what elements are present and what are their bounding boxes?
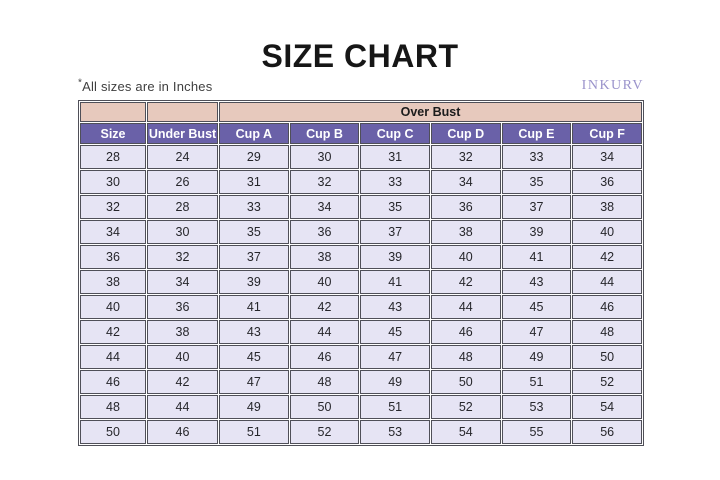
table-cell: 34 bbox=[431, 170, 501, 194]
table-cell: 40 bbox=[290, 270, 360, 294]
table-row bbox=[80, 295, 642, 319]
table-row bbox=[80, 195, 642, 219]
table-cell: 42 bbox=[290, 295, 360, 319]
table-row bbox=[80, 220, 642, 244]
table-cell: 52 bbox=[431, 395, 501, 419]
table-cell: 46 bbox=[147, 420, 218, 444]
table-cell: 36 bbox=[290, 220, 360, 244]
table-cell: 38 bbox=[80, 270, 146, 294]
table-cell: 37 bbox=[360, 220, 430, 244]
table-cell: 48 bbox=[572, 320, 642, 344]
table-cell: 51 bbox=[219, 420, 289, 444]
table-cell: 38 bbox=[147, 320, 218, 344]
table-cell: 41 bbox=[360, 270, 430, 294]
table-cell: 31 bbox=[219, 170, 289, 194]
table-cell: 28 bbox=[147, 195, 218, 219]
table-cell: 39 bbox=[219, 270, 289, 294]
column-header-under-bust: Under Bust bbox=[147, 123, 218, 144]
table-cell: 40 bbox=[431, 245, 501, 269]
table-cell: 49 bbox=[360, 370, 430, 394]
table-cell: 48 bbox=[431, 345, 501, 369]
table-cell: 34 bbox=[80, 220, 146, 244]
table-cell: 36 bbox=[431, 195, 501, 219]
table-cell: 30 bbox=[290, 145, 360, 169]
table-cell: 40 bbox=[147, 345, 218, 369]
table-cell: 45 bbox=[219, 345, 289, 369]
table-cell: 44 bbox=[290, 320, 360, 344]
table-cell: 43 bbox=[502, 270, 572, 294]
table-cell: 32 bbox=[290, 170, 360, 194]
table-cell: 51 bbox=[360, 395, 430, 419]
table-cell: 42 bbox=[147, 370, 218, 394]
table-cell: 43 bbox=[360, 295, 430, 319]
table-cell: 38 bbox=[431, 220, 501, 244]
over-bust-group-header: Over Bust bbox=[219, 102, 642, 122]
table-cell: 24 bbox=[147, 145, 218, 169]
table-cell: 54 bbox=[431, 420, 501, 444]
table-cell: 36 bbox=[80, 245, 146, 269]
table-cell: 44 bbox=[431, 295, 501, 319]
table-cell: 34 bbox=[290, 195, 360, 219]
table-cell: 47 bbox=[219, 370, 289, 394]
column-header-cup-f: Cup F bbox=[572, 123, 642, 144]
table-cell: 39 bbox=[360, 245, 430, 269]
table-cell: 37 bbox=[502, 195, 572, 219]
table-header bbox=[80, 102, 642, 144]
footnote-text: All sizes are in Inches bbox=[82, 79, 213, 94]
brand-logo: INKURV bbox=[581, 78, 644, 93]
table-cell: 46 bbox=[572, 295, 642, 319]
column-header-cup-e: Cup E bbox=[502, 123, 572, 144]
table-cell: 51 bbox=[502, 370, 572, 394]
table-cell: 44 bbox=[80, 345, 146, 369]
column-header-cup-c: Cup C bbox=[360, 123, 430, 144]
table-row bbox=[80, 170, 642, 194]
table-cell: 46 bbox=[431, 320, 501, 344]
table-cell: 53 bbox=[502, 395, 572, 419]
over-bust-row bbox=[80, 102, 642, 122]
column-header-row bbox=[80, 123, 642, 144]
table-row bbox=[80, 145, 642, 169]
table-cell: 28 bbox=[80, 145, 146, 169]
size-chart-table bbox=[78, 100, 644, 446]
table-cell: 46 bbox=[290, 345, 360, 369]
table-cell: 31 bbox=[360, 145, 430, 169]
table-cell: 42 bbox=[80, 320, 146, 344]
column-header-cup-d: Cup D bbox=[431, 123, 501, 144]
table-row bbox=[80, 320, 642, 344]
table-row bbox=[80, 420, 642, 444]
table-cell: 49 bbox=[502, 345, 572, 369]
table-cell: 30 bbox=[147, 220, 218, 244]
table-cell: 48 bbox=[80, 395, 146, 419]
over-bust-spacer-size bbox=[80, 102, 146, 122]
table-cell: 46 bbox=[80, 370, 146, 394]
table-cell: 50 bbox=[431, 370, 501, 394]
table-cell: 47 bbox=[502, 320, 572, 344]
table-row bbox=[80, 270, 642, 294]
table-cell: 40 bbox=[80, 295, 146, 319]
table-cell: 52 bbox=[290, 420, 360, 444]
over-bust-spacer-underbust bbox=[147, 102, 218, 122]
table-cell: 35 bbox=[219, 220, 289, 244]
table-cell: 43 bbox=[219, 320, 289, 344]
table-cell: 47 bbox=[360, 345, 430, 369]
table-cell: 39 bbox=[502, 220, 572, 244]
units-footnote bbox=[78, 79, 212, 94]
table-cell: 41 bbox=[219, 295, 289, 319]
column-header-cup-a: Cup A bbox=[219, 123, 289, 144]
footnote-asterisk: * bbox=[78, 77, 83, 89]
table-cell: 48 bbox=[290, 370, 360, 394]
meta-row bbox=[78, 78, 644, 94]
table-cell: 29 bbox=[219, 145, 289, 169]
table-cell: 34 bbox=[572, 145, 642, 169]
table-cell: 50 bbox=[572, 345, 642, 369]
table-cell: 32 bbox=[431, 145, 501, 169]
table-cell: 32 bbox=[147, 245, 218, 269]
table-cell: 35 bbox=[502, 170, 572, 194]
table-cell: 32 bbox=[80, 195, 146, 219]
table-cell: 52 bbox=[572, 370, 642, 394]
table-cell: 34 bbox=[147, 270, 218, 294]
table-cell: 49 bbox=[219, 395, 289, 419]
table-cell: 45 bbox=[360, 320, 430, 344]
table-cell: 30 bbox=[80, 170, 146, 194]
table-cell: 37 bbox=[219, 245, 289, 269]
table-row bbox=[80, 395, 642, 419]
table-cell: 53 bbox=[360, 420, 430, 444]
table-cell: 35 bbox=[360, 195, 430, 219]
table-cell: 36 bbox=[572, 170, 642, 194]
column-header-size: Size bbox=[80, 123, 146, 144]
size-table-body bbox=[80, 145, 642, 444]
table-cell: 33 bbox=[502, 145, 572, 169]
table-cell: 55 bbox=[502, 420, 572, 444]
table-cell: 50 bbox=[290, 395, 360, 419]
table-cell: 40 bbox=[572, 220, 642, 244]
table-cell: 36 bbox=[147, 295, 218, 319]
table-cell: 38 bbox=[572, 195, 642, 219]
table-row bbox=[80, 245, 642, 269]
column-header-cup-b: Cup B bbox=[290, 123, 360, 144]
table-cell: 33 bbox=[360, 170, 430, 194]
table-cell: 42 bbox=[572, 245, 642, 269]
table-cell: 44 bbox=[572, 270, 642, 294]
table-cell: 56 bbox=[572, 420, 642, 444]
table-cell: 45 bbox=[502, 295, 572, 319]
table-cell: 44 bbox=[147, 395, 218, 419]
table-cell: 54 bbox=[572, 395, 642, 419]
page-title: SIZE CHART bbox=[261, 38, 459, 74]
table-cell: 42 bbox=[431, 270, 501, 294]
table-cell: 41 bbox=[502, 245, 572, 269]
table-cell: 26 bbox=[147, 170, 218, 194]
table-cell: 33 bbox=[219, 195, 289, 219]
table-row bbox=[80, 345, 642, 369]
table-cell: 50 bbox=[80, 420, 146, 444]
table-row bbox=[80, 370, 642, 394]
table-cell: 38 bbox=[290, 245, 360, 269]
